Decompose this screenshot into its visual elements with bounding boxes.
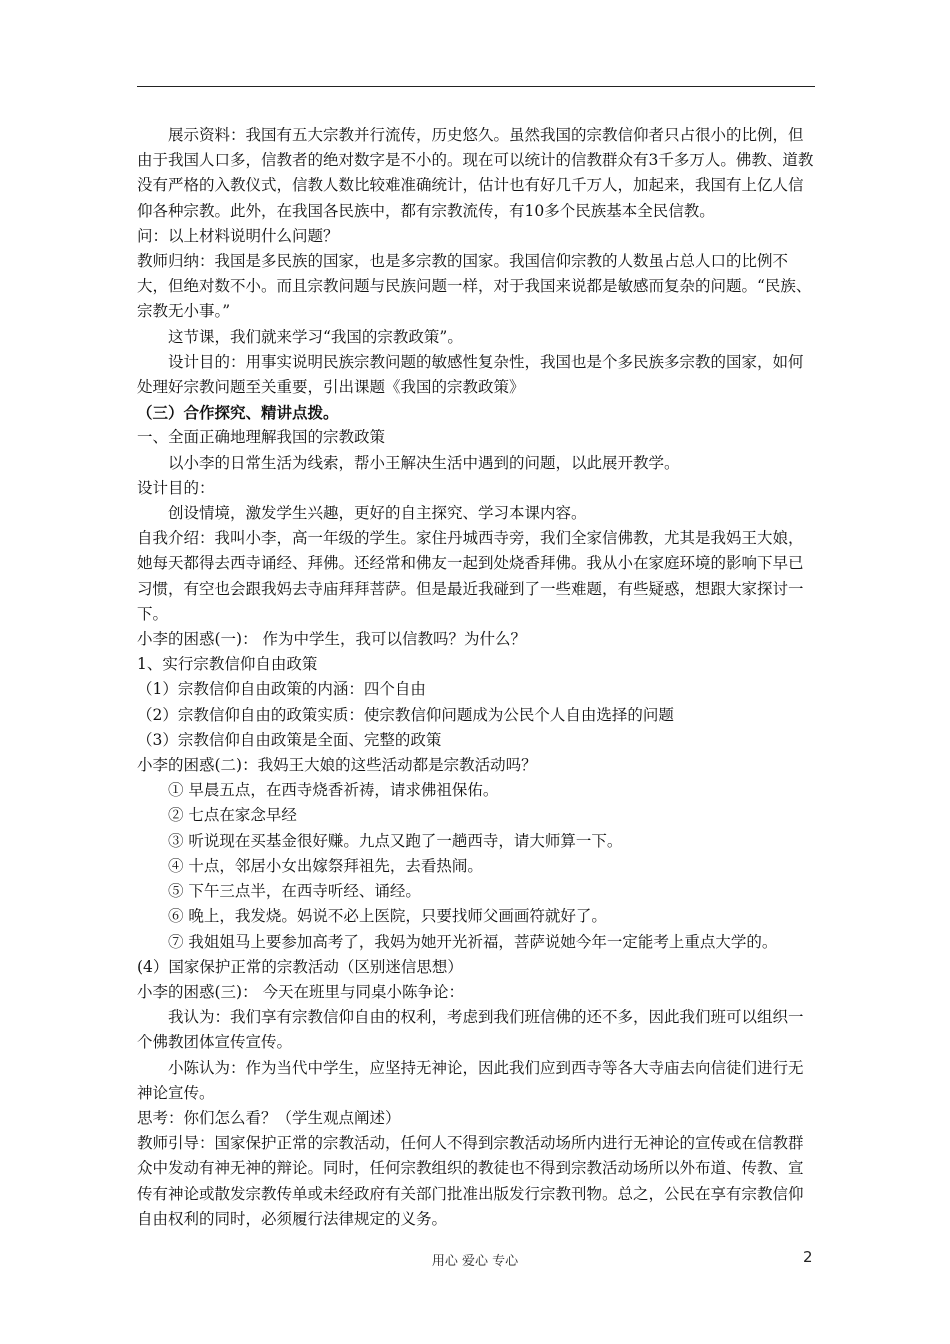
paragraph-question: 问：以上材料说明什么问题？ (137, 226, 339, 245)
header-rule (137, 86, 815, 87)
list-item: ⑦ 我姐姐马上要参加高考了，我妈为她开光祈福，菩萨说她今年一定能考上重点大学的。 (168, 932, 778, 951)
paragraph-point-1-3: （3）宗教信仰自由政策是全面、完整的政策 (137, 730, 442, 749)
paragraph-confusion-2: 小李的困惑(二)：我妈王大娘的这些活动都是宗教活动吗？ (137, 756, 537, 775)
list-item: ⑥ 晚上，我发烧。妈说不必上医院，只要找师父画画符就好了。 (168, 907, 607, 926)
paragraph-point-1-1: （1）宗教信仰自由政策的内涵：四个自由 (137, 680, 426, 699)
paragraph-design-text: 创设情境，激发学生兴趣，更好的自主探究、学习本课内容。 (168, 504, 587, 523)
section-heading: （三）合作探究、精讲点拨。 (137, 403, 339, 423)
document-body (137, 123, 815, 1232)
subheading-policy: 一、全面正确地理解我国的宗教政策 (137, 428, 386, 447)
list-item: ④ 十点，邻居小女出嫁祭拜祖先，去看热闹。 (168, 856, 483, 875)
paragraph-lesson-intro: 这节课，我们就来学习“我国的宗教政策”。 (168, 327, 463, 346)
paragraph-confusion-3: 小李的困惑(三)： 今天在班里与同桌小陈争论： (137, 982, 465, 1001)
paragraph-design-label: 设计目的： (137, 478, 215, 497)
paragraph-self-intro: 自我介绍：我叫小李，高一年级的学生。家住丹城西寺旁，我们全家信佛教，尤其是我妈王大娘，她每天都得去西寺诵经、拜佛。还经常和佛友一起到处烧香拜佛。我从小在家庭环境的影响下早已习惯，有空也会跟我妈去寺庙拜拜菩萨。但是最近我碰到了一些难题，有些疑惑，想跟大家探讨一下。 (137, 529, 804, 623)
paragraph-teacher-guide: 教师引导：国家保护正常的宗教活动，任何人不得到宗教活动场所内进行无神论的宣传或在信教群众中发动有神无神的辩论。同时，任何宗教组织的教徒也不得到宗教活动场所以外布道、传教、宣传有神论或散发宗教传单或未经政府有关部门批准出版发行宗教刊物。总之，公民在享有宗教信仰自由权利的同时，必须履行法律规定的义务。 (137, 1134, 804, 1228)
list-item: ③ 听说现在买基金很好赚。九点又跑了一趟西寺，请大师算一下。 (168, 831, 623, 850)
paragraph-confusion-1: 小李的困惑(一)： 作为中学生，我可以信教吗？为什么？ (137, 630, 527, 649)
paragraph-teacher-summary: 教师归纳：我国是多民族的国家，也是多宗教的国家。我国信仰宗教的人数虽占总人口的比例不大，但绝对数不小。而且宗教问题与民族问题一样，对于我国来说都是敏感而复杂的问题。“民族、宗教无小事。” (137, 252, 812, 321)
paragraph-design-purpose: 设计目的：用事实说明民族宗教问题的敏感性复杂性，我国也是个多民族多宗教的国家，如何处理好宗教问题至关重要，引出课题《我国的宗教政策》 (137, 352, 804, 397)
list-item: ② 七点在家念早经 (168, 806, 297, 825)
paragraph-chen-view: 小陈认为：作为当代中学生，应坚持无神论，因此我们应到西寺等各大寺庙去向信徒们进行无神论宣传。 (137, 1058, 804, 1102)
paragraph-my-view: 我认为：我们享有宗教信仰自由的权利，考虑到我们班信佛的还不多，因此我们班可以组织一个佛教团体宣传宣传。 (137, 1008, 804, 1052)
list-item: ① 早晨五点，在西寺烧香祈祷，请求佛祖保佑。 (168, 781, 499, 800)
paragraph-material: 展示资料：我国有五大宗教并行流传，历史悠久。虽然我国的宗教信仰者只占很小的比例，但由于我国人口多，信教者的绝对数字是不小的。现在可以统计的信教群众有3千多万人。佛教、道教没有严格的入教仪式，信教人数比较难准确统计，估计也有好几千万人，加起来，我国有上亿人信仰各种宗教。此外，在我国各民族中，都有宗教流传，有10多个民族基本全民信教。 (137, 126, 814, 220)
paragraph-think: 思考：你们怎么看？（学生观点阐述） (137, 1108, 401, 1127)
footer-motto: 用心 爱心 专心 (431, 1254, 519, 1269)
paragraph-point-4: (4）国家保护正常的宗教活动（区别迷信思想） (137, 957, 463, 976)
page-number: 2 (803, 1248, 813, 1266)
paragraph-point-1: 1、实行宗教信仰自由政策 (137, 655, 318, 674)
paragraph-thread: 以小李的日常生活为线索，帮小王解决生活中遇到的问题，以此展开教学。 (168, 453, 680, 472)
list-item: ⑤ 下午三点半，在西寺听经、诵经。 (168, 882, 421, 901)
paragraph-point-1-2: （2）宗教信仰自由的政策实质：使宗教信仰问题成为公民个人自由选择的问题 (137, 705, 674, 724)
